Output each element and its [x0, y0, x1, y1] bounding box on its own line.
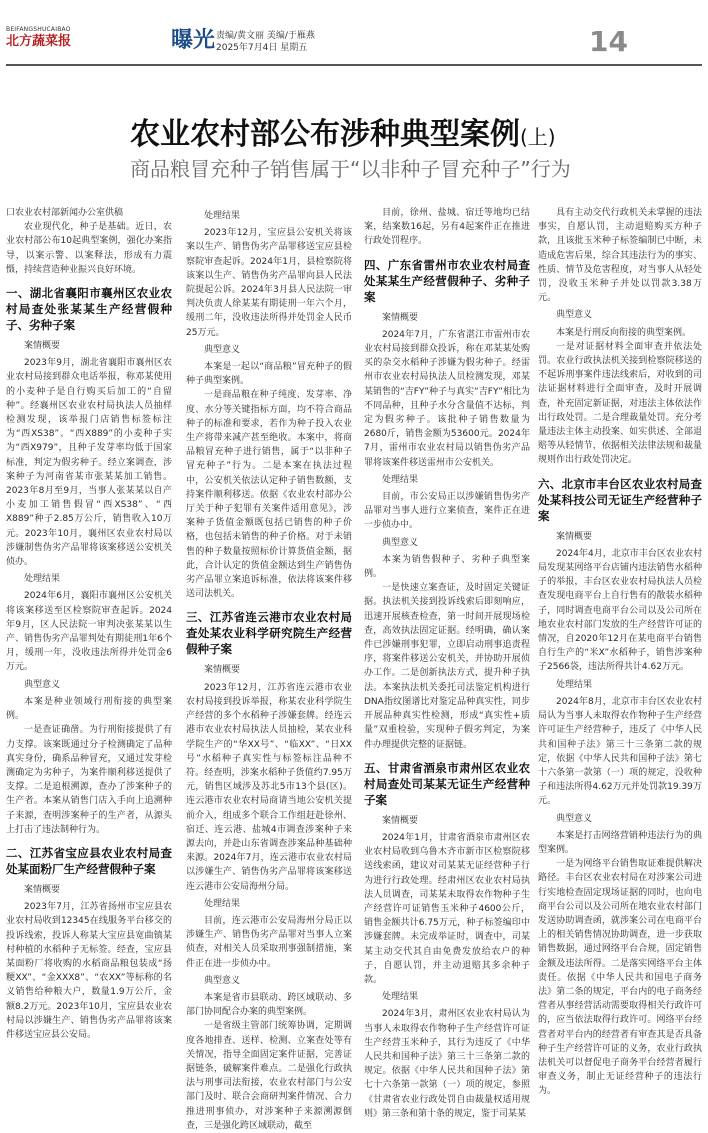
case-subheading: 处理结果: [24, 574, 61, 585]
body-paragraph: 本案是省市县联动、跨区域联动、多部门协同配合办案的典型案例。: [186, 992, 352, 1018]
body-paragraph: 本案是一起以“商品粮”冒充种子的假种子典型案例。: [186, 362, 352, 387]
case-heading: 六、北京市丰台区农业农村局查处某科技公司无证生产经营种子案: [538, 476, 702, 523]
column-3: [364, 206, 530, 1121]
title-main: 农业农村部公布涉种典型案例: [130, 117, 520, 152]
case-heading: 五、甘肃省酒泉市肃州区农业农村局查处司某某无证生产经营种子案: [364, 760, 530, 807]
body-paragraph: 一是快速立案查证，及时固定关键证据。执法机关接到投诉线索后即刻响应，迅速开展核查检查，第一时间开展现场检查，高效执法固定证据。经明确，确认案件已涉嫌刑事犯罪，立即启动刑事追责程序，将案件移送公安机关，并协助开展侦办工作。二是创新执法方式，提升种子执法。本案执法机关委托司法鉴定机构进行DNA指纹图谱比对鉴定品种真实性，同步开展品种真实性检测，形成“真实性+质量”双重检验，实现种子假劣判定，为案件办理提供完整的证据链。: [364, 583, 530, 750]
body-paragraph: 一是省级主管部门统筹协调，定期调度各地排查、送样、检测、立案查处等有关情况，指导全面固定案件证据，完善证据链条，破解案件难点。二是强化行政执法与刑事司法衔接，农业农村部门与公安部门及时、联合会商研判案件情况、合力推进刑事侦办，对涉案种子来源溯源倒查，三是强化跨区域联动，截至: [186, 1021, 352, 1131]
section-name: 曝光: [171, 28, 216, 53]
case-subheading: 案情概要: [204, 665, 241, 676]
column-4: [538, 206, 702, 1099]
case-subheading: 处理结果: [204, 211, 241, 221]
case-subheading: 处理结果: [204, 898, 241, 909]
body-paragraph: 2024年7月，广东省湛江市雷州市农业农村局接到群众投诉，称在邓某某处购买的杂交水稻种子涉嫌为假劣种子。经雷州市农业农村局执法人员检测发现，邓某某销售的“吉FY”种子与真实“吉FY”相比为不同品种，且种子水分含量值不达标，判定为假劣种子。该批种子销售数量为2680斤，销售金额为53600元。2024年7月，雷州市农业农村局以销售伪劣产品罪将该案件移送雷州市公安机关。: [364, 329, 530, 468]
case-subheading: 案情概要: [382, 815, 419, 826]
case-heading: 三、江苏省连云港市农业农村局查处某农业科学研究院生产经营假种子案: [186, 610, 352, 657]
page-number: 14: [589, 25, 628, 58]
body-paragraph: 2023年12月，江苏省连云港市农业农村局接到投诉举报，称某农业科学院生产经营的多个水稻种子涉嫌套牌。经连云港市农业农村局执法人员抽检，某农业科学院生产的“华XX号”、“临XX”、“日XX号”水稻种子真实性与标签标注品种不符。经查明，涉案水稻种子货值约7.95万元，销售区域涉及苏北5市13个县(区)。连云港市农业农村局商请当地公安机关提前介入，组成多个联合工作组赶赴徐州、宿迁、连云港、盐城4市调查涉案种子来源去向，并赴山东省调查涉案品种基础种来源。2024年7月，连云港市农业农村局以涉嫌生产、销售伪劣产品罪将该案移送连云港市公安局海州分局。: [186, 682, 352, 892]
case-subheading: 典型意义: [24, 679, 61, 690]
case-subheading: 典型意义: [556, 310, 593, 321]
byline: 口农业农村部新闻办公室供稿: [6, 208, 124, 218]
body-paragraph: 2023年9月，湖北省襄阳市襄州区农业农村局接到群众电话举报，称邓某使用的小麦种子是自行购买后加工的“自留种”。经襄州区农业农村局执法人员抽样检测发现，该举报门店销售标签标注为“西XS38”、“西X889”的小麦种子实为“西X979”，且种子发芽率均低于国家标准，判定为假劣种子。经立案调查，涉案种子为河南省某市张某某加工销售。2023年8月至9月，当事人张某某以自产小麦加工销售假冒“西XS38”、“西X889”种子2.85万公斤，销售收入10万元。2023年10月，襄州区农业农村局以涉嫌制售伪劣产品罪将该案移送公安机关侦办。: [6, 358, 172, 568]
title-suffix: (上): [520, 125, 556, 149]
case-subheading: 典型意义: [556, 813, 593, 824]
column-1: [6, 206, 172, 1042]
body-paragraph: 具有主动交代行政机关未掌握的违法事实，自愿认罚，主动退赔购买方种子款，且该批玉米种子标签编制已中断，未造成危害后果，综合其违法行为的事实、性质、情节及危害程度，对当事人从轻处罚，没收玉米种子并处以罚款3.38万元。: [538, 208, 702, 304]
body-paragraph: 本案是种业领域行刑衔接的典型案例。: [6, 696, 172, 722]
body-paragraph: 2023年12月，宝应县公安机关将该案以生产、销售伪劣产品罪移送宝应县检察院审查起诉。2024年1月，县检察院将该案以生产、销售伪劣产品罪向县人民法院提起公诉。2024年3月县人民法院一审判决负责人徐某某有期徒刑一年六个月，缓刑二年，没收违法所得并处罚金人民币25万元。: [186, 228, 352, 338]
body-paragraph: 2024年3月，肃州区农业农村局认为当事人未取得农作物种子生产经营许可证生产经营玉米种子，其行为违反了《中华人民共和国种子法》第三十三条第二款的规定。依据《中华人民共和国种子法》第七十六条第一款第（一）项的规定，参照《甘肃省农业行政处罚自由裁量权适用规则》第三条和第十条的规定，鉴于司某某: [364, 1009, 530, 1119]
case-subheading: 典型意义: [204, 344, 241, 355]
body-paragraph: 2023年7月，江苏省扬州市宝应县农业农村局收到12345在线服务平台移交的投诉线索，投诉人称某大宝应县宽曲镇某村种植的水稻种子无标签。经查，宝应县某面粉厂将收购的水稻商品粮包装成“扬粳XX”、“金XXX8”、“农XX”等标称的名义销售给种粮大户，数量1.9万公斤，金额8.2万元。2023年10月，宝应县农业农村局以涉嫌生产、销售伪劣产品罪将该案件移送宝应县公安局。: [6, 902, 172, 1040]
header-rule: [6, 64, 702, 66]
editors-credit: 责编/黄文丽 美编/于雁燕: [216, 31, 315, 41]
case-subheading: 处理结果: [382, 992, 419, 1003]
page-meta: [216, 30, 315, 54]
masthead: [6, 26, 106, 50]
body-paragraph: 一是商品粮在种子纯度、发芽率、净度、水分等关键指标方面，均不符合商品种子的标准和要求，若作为种子投入农业生产将带来减产甚至绝收。本案中，将商品粮冒充种子进行销售，属于“以非种子冒充种子”行为。二是本案在执法过程中，公安机关依法认定种子销售数额，支持案件顺利移送。依据《农业农村部办公厅关于种子犯罪有关案件适用意见》，涉案种子货值金额既包括已销售的种子价格，也包括未销售的种子价格。对于未销售的种子数量按照标价计算货值金额，据此，合计认定的货值金额达到生产销售伪劣产品罪立案追诉标准，依法将该案件移送司法机关。: [186, 390, 352, 600]
article-subtitle: 商品粮冒充种子销售属于“以非种子冒充种子”行为: [130, 157, 571, 181]
case-subheading: 典型意义: [382, 537, 419, 548]
body-paragraph: 2024年6月，襄阳市襄州区公安机关将该案移送至区检察院审查起诉。2024年9月，区人民法院一审判决张某某以生产、销售伪劣产品罪判处有期徒刑1年6个月，缓刑一年，没收违法所得并处罚金6万元。: [6, 591, 172, 673]
body-paragraph: 一是对证据材料全面审查并依法处罚。农业行政执法机关接到检察院移送的不起诉刑事案件违法线索后，对收到的司法证据材料进行全面审查，及时开展调查，补充固定新证据，对违法主体依法作出行政处罚。二是合理裁量处罚。充分考量违法主体主动投案、如实供述、全部退赔等从轻情节，依据相关法律法规和裁量规则作出行政处罚决定。: [538, 341, 702, 466]
body-paragraph: 农业现代化，种子是基础。近日，农业农村部公布10起典型案例，强化办案指导，以案示警、以案释法，形成有力震慑，持续营造种业振兴良好环境。: [6, 222, 172, 275]
case-subheading: 案情概要: [24, 341, 61, 352]
body-paragraph: 2024年1月，甘肃省酒泉市肃州区农业农村局收到乌鲁木齐市新市区检察院移送线索函，建议对司某某无证经营种子行为进行行政处理。经肃州区农业农村局执法人员调查，司某某未取得农作物种子生产经营许可证销售玉米种子4600公斤，销售金额共计6.75万元，种子标签编印中涉嫌套牌。未完成举证时，调查中，司某某主动交代其自由免费发放给农户的种子，自愿认罚，并主动退赔其多余种子款。: [364, 832, 530, 985]
case-subheading: 处理结果: [382, 474, 419, 485]
case-subheading: 案情概要: [382, 312, 419, 323]
body-paragraph: 一是为网络平台销售取证难提供解决路径。丰台区农业农村局在对涉案公司进行实地检查固定现场证据的同时，也向电商平台公司以及公司所在地农业农村部门发送协助调查函，就涉案公司在电商平台上的相关销售情况协助调查，进一步获取销售数据，通过网络平台合规，固定销售金额及违法所得。二是落实网络平台主体责任。依据《中华人民共和国电子商务法》第二条的规定，平台内的电子商务经营者从事经营活动需要取得相关行政许可的，应当依法取得行政许可。网络平台经营者对平台内的经营者有审查其是否具备种子生产经营许可证的义务，农业行政执法机关可以督促电子商务平台经营者履行审查义务，制止无证经营种子的违法行为。: [538, 859, 702, 1097]
case-heading: 二、江苏省宝应县农业农村局查处某面粉厂生产经营假种子案: [6, 845, 172, 876]
case-heading: 一、湖北省襄阳市襄州区农业农村局查处张某某生产经营假种子、劣种子案: [6, 286, 172, 333]
newspaper-logo: 北方蔬菜报: [6, 34, 72, 49]
case-subheading: 案情概要: [24, 884, 61, 895]
body-paragraph: 2024年8月，北京市丰台区农业农村局认为当事人未取得农作物种子生产经营许可证生产经营种子，违反了《中华人民共和国种子法》第三十三条第二款的规定，依据《中华人民共和国种子法》第七十六条第一款第（一）项的规定，没收种子和违法所得4.62万元并处罚款19.39万元。: [538, 696, 702, 807]
body-paragraph: 一是查证确凿。为行刑衔接提供了有力支撑。该案既通过分子检测确定了品种真实身份，确系品种冒充，又通过发芽检测确定为劣种子，为案件顺利移送提供了支撑。二是追根溯源，查办了涉案种子的生产者。本案从销售门店入手向上追溯种子来源，查明涉案种子的生产者，从源头上打击了违法制种行为。: [6, 725, 172, 835]
body-paragraph: 目前，徐州、盐城、宿迁等地均已结案，结案数16起，另有4起案件正在推进行政处罚程序。: [364, 208, 530, 247]
body-paragraph: 本案是打击网络营销种违法行为的典型案例。: [538, 830, 702, 855]
case-subheading: 典型意义: [204, 975, 241, 986]
masthead-pinyin: BEIFANGSHUCAIBAO: [6, 26, 71, 33]
body-paragraph: 目前，连云港市公安局海州分局正以涉嫌生产、销售伪劣产品罪对当事人立案侦查，对相关人员采取刑事强制措施，案件正在进一步侦办中。: [186, 915, 352, 969]
column-2: [186, 206, 352, 1133]
article-title: [130, 116, 556, 156]
body-paragraph: 2024年4月，北京市丰台区农业农村局发现某网络平台店铺内违法销售水稻种子的举报，丰台区农业农村局执法人员检查发现电商平台上自行售有的散装水稻种子，同时调查电商平台公司以及公司所在地农业农村部门发放的生产经营许可证的情况，自2020年12月在某电商平台销售自行生产的“米X”水稻种子，销售涉案种子2566袋，违法所得共计4.62万元。: [538, 548, 702, 673]
body-paragraph: 本案是行刑反向衔接的典型案例。: [556, 327, 692, 338]
body-paragraph: 本案为销售假种子、劣种子典型案例。: [364, 554, 530, 580]
body-paragraph: 目前，市公安局正以涉嫌销售伪劣产品罪对当事人进行立案侦查，案件正在进一步侦办中。: [364, 492, 530, 531]
case-subheading: 案情概要: [556, 531, 593, 542]
case-heading: 四、广东省雷州市农业农村局查处某某生产经营假种子、劣种子案: [364, 257, 530, 304]
issue-date: 2025年7月4日 星期五: [216, 43, 308, 53]
case-subheading: 处理结果: [556, 679, 593, 690]
